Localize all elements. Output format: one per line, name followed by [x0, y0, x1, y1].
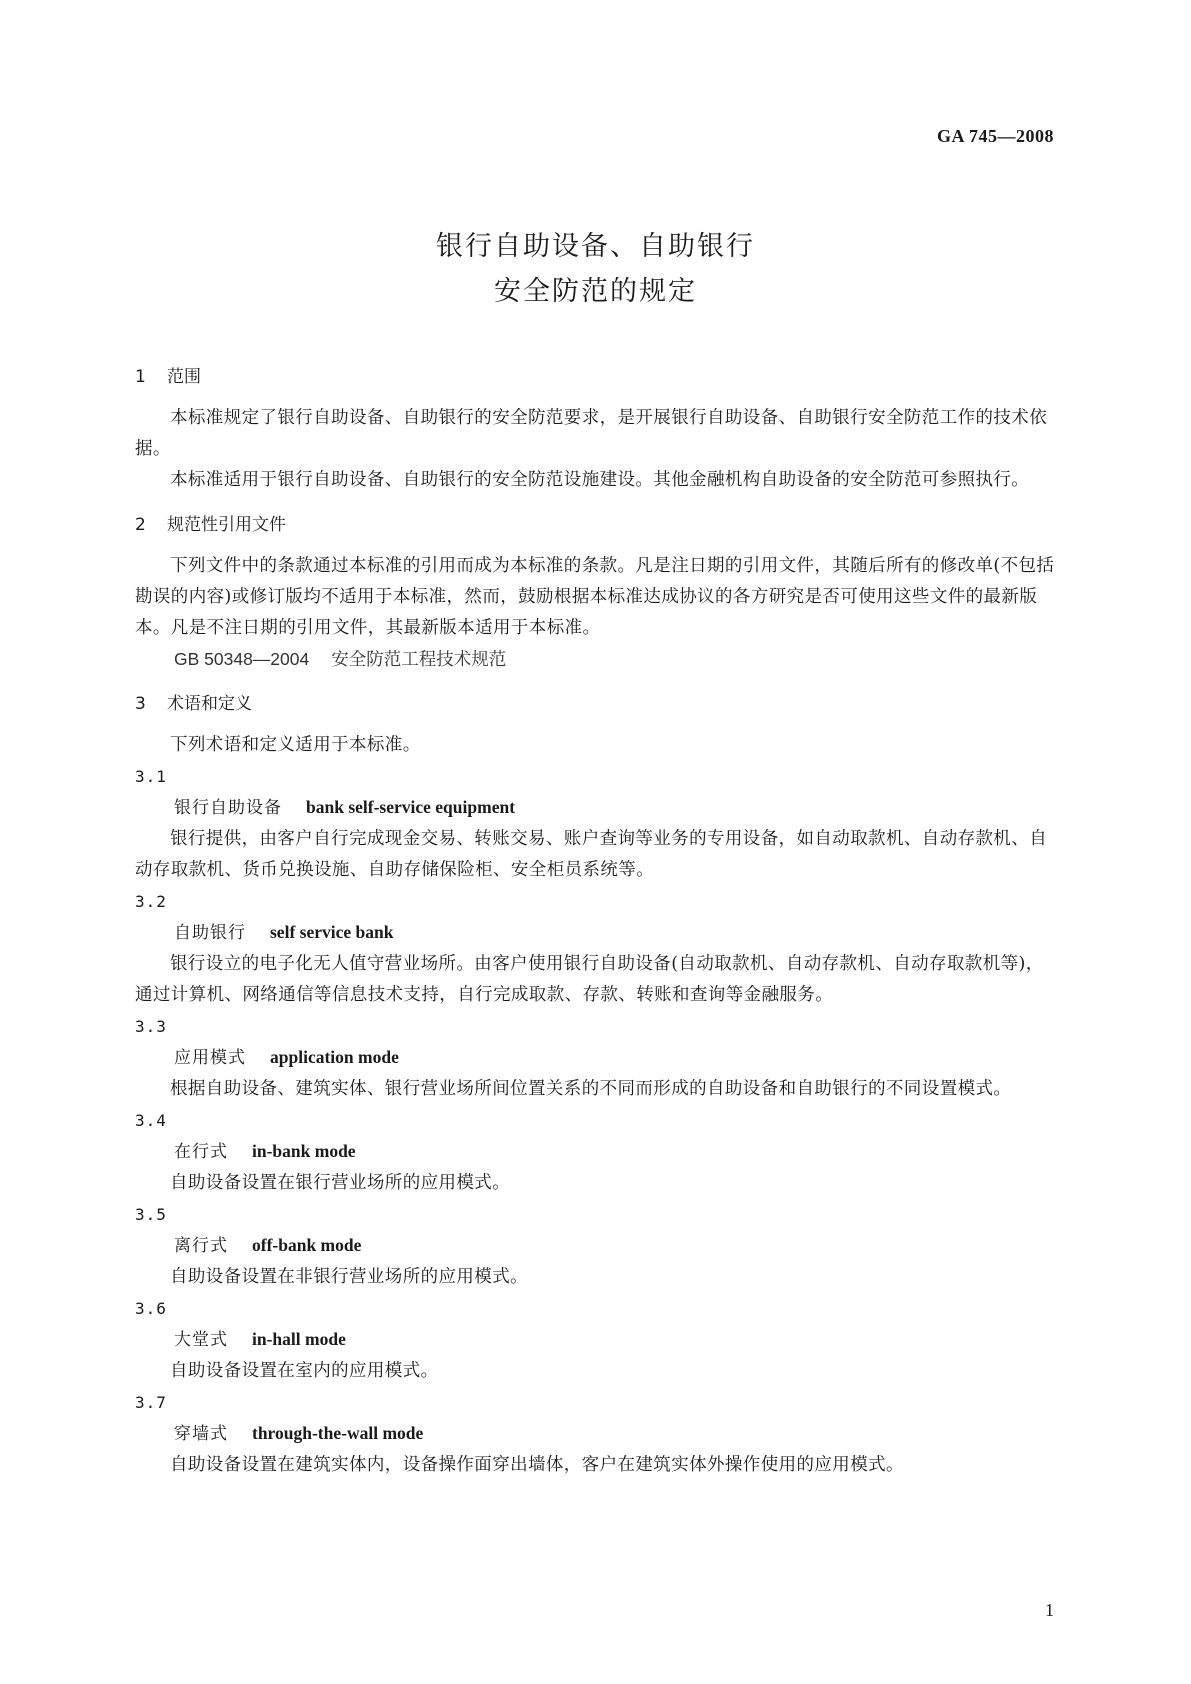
- term-definition: 自助设备设置在银行营业场所的应用模式。: [170, 1173, 511, 1193]
- title-line-1: 银行自助设备、自助银行: [436, 231, 755, 262]
- paragraph: 下列文件中的条款通过本标准的引用而成为本标准的条款。凡是注日期的引用文件，其随后所有的修改单(不包括勘误的内容)或修订版均不适用于本标准，然而，鼓励根据本标准达成协议的各方研究是否可使用这些文件的最新版本。凡是不注日期的引用文件，其最新版本适用于本标准。: [135, 556, 1055, 638]
- section-heading-normative-references: [135, 510, 1055, 535]
- term-definition: 银行提供，由客户自行完成现金交易、转账交易、账户查询等业务的专用设备，如自动取款机、自动存款机、自动存取款机、货币兑换设施、自助存储保险柜、安全柜员系统等。: [135, 829, 1048, 880]
- paragraph: 本标准规定了银行自助设备、自助银行的安全防范要求，是开展银行自助设备、自助银行安全防范工作的技术依据。: [135, 408, 1048, 459]
- term-entry: [135, 761, 1055, 886]
- term-english: in-bank mode: [252, 1141, 356, 1161]
- title-line-2: 安全防范的规定: [494, 276, 697, 307]
- document-title: [0, 224, 1191, 314]
- term-line: [135, 792, 1055, 824]
- term-chinese: 离行式: [174, 1236, 228, 1256]
- section-heading-terms: [135, 689, 1055, 714]
- term-entry: [135, 1293, 1055, 1387]
- paragraph: 本标准适用于银行自助设备、自助银行的安全防范设施建设。其他金融机构自助设备的安全防范可参照执行。: [170, 470, 1030, 490]
- term-chinese: 在行式: [174, 1142, 228, 1162]
- section-title: 术语和定义: [167, 694, 252, 714]
- term-line: [135, 1418, 1055, 1450]
- term-english: through-the-wall mode: [252, 1423, 424, 1443]
- clause-number: 3.7: [135, 1393, 167, 1412]
- term-chinese: 应用模式: [174, 1048, 246, 1068]
- section-number: 3: [135, 694, 146, 714]
- paragraph: 下列术语和定义适用于本标准。: [170, 735, 421, 755]
- term-english: self service bank: [270, 922, 394, 942]
- term-english: in-hall mode: [252, 1329, 346, 1349]
- term-english: application mode: [270, 1047, 399, 1067]
- section-heading-scope: [135, 362, 1055, 387]
- term-entry: [135, 1105, 1055, 1199]
- term-chinese: 自助银行: [174, 923, 246, 943]
- term-line: [135, 1136, 1055, 1168]
- term-chinese: 大堂式: [174, 1330, 228, 1350]
- term-entry: [135, 1387, 1055, 1481]
- term-english: off-bank mode: [252, 1235, 362, 1255]
- term-line: [135, 917, 1055, 949]
- reference-title: 安全防范工程技术规范: [331, 649, 507, 669]
- document-body: [135, 362, 1055, 1481]
- page-number: 1: [1045, 1600, 1054, 1620]
- term-definition: 自助设备设置在建筑实体内，设备操作面穿出墙体，客户在建筑实体外操作使用的应用模式。: [170, 1455, 904, 1475]
- term-line: [135, 1324, 1055, 1356]
- term-english: bank self-service equipment: [306, 797, 516, 817]
- term-definition: 银行设立的电子化无人值守营业场所。由客户使用银行自助设备(自动取款机、自动存款机、自动存取款机等)，通过计算机、网络通信等信息技术支持，自行完成取款、存款、转账和查询等金融服务。: [135, 954, 1044, 1005]
- term-entry: [135, 886, 1055, 1011]
- term-entry: [135, 1011, 1055, 1105]
- section-number: 1: [135, 367, 146, 387]
- clause-number: 3.4: [135, 1111, 167, 1130]
- section-title: 规范性引用文件: [167, 515, 286, 535]
- standard-code: GA 745—2008: [936, 126, 1054, 146]
- term-definition: 自助设备设置在非银行营业场所的应用模式。: [170, 1267, 528, 1287]
- section-title: 范围: [167, 367, 201, 387]
- term-line: [135, 1042, 1055, 1074]
- section-number: 2: [135, 515, 146, 535]
- term-line: [135, 1230, 1055, 1262]
- term-entry: [135, 1199, 1055, 1293]
- term-definition: 根据自助设备、建筑实体、银行营业场所间位置关系的不同而形成的自助设备和自助银行的不同设置模式。: [170, 1079, 1012, 1099]
- clause-number: 3.1: [135, 767, 167, 786]
- term-definition: 自助设备设置在室内的应用模式。: [170, 1361, 439, 1381]
- term-chinese: 穿墙式: [174, 1424, 228, 1444]
- clause-number: 3.5: [135, 1205, 167, 1224]
- clause-number: 3.3: [135, 1017, 167, 1036]
- clause-number: 3.6: [135, 1299, 167, 1318]
- clause-number: 3.2: [135, 892, 167, 911]
- term-chinese: 银行自助设备: [174, 798, 282, 818]
- normative-reference: [135, 644, 1055, 675]
- reference-code: GB 50348—2004: [174, 649, 310, 669]
